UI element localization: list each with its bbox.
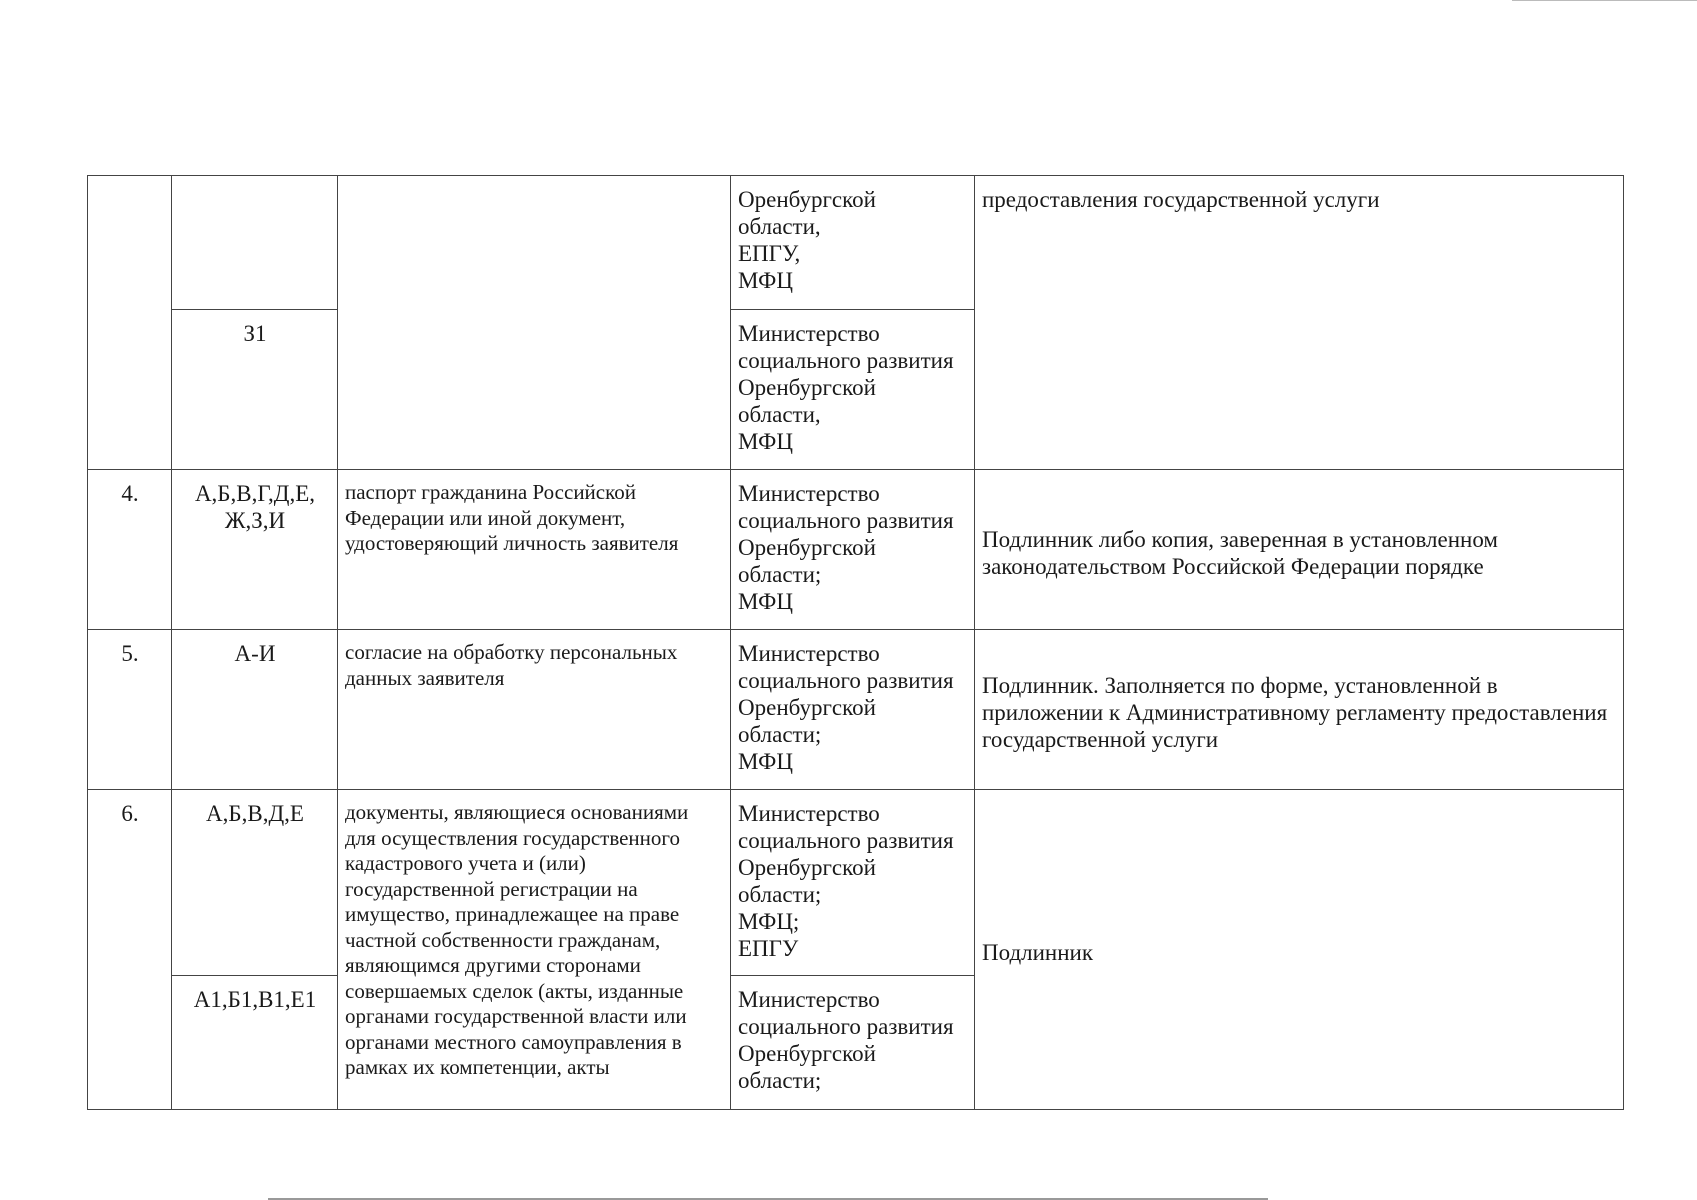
document-name-cell: паспорт гражданина Российской Федерации или иной документ, удостоверяющий личность заявителя — [338, 470, 731, 630]
submission-place-cell: Министерство социального развития Оренбургской области, МФЦ — [731, 310, 975, 470]
requirements-cell: предоставления государственной услуги — [975, 176, 1624, 470]
documents-table — [87, 175, 1624, 1110]
category-cell: А,Б,В,Г,Д,Е, Ж,З,И — [172, 470, 338, 630]
submission-place-cell: Министерство социального развития Оренбургской области; МФЦ; ЕПГУ — [731, 790, 975, 976]
submission-place-cell: Министерство социального развития Оренбургской области; МФЦ — [731, 470, 975, 630]
row-number-cell — [88, 176, 172, 470]
table-row — [88, 630, 1624, 790]
row-number-cell: 6. — [88, 790, 172, 1110]
requirements-cell: Подлинник либо копия, заверенная в установленном законодательством Российской Федерации порядке — [975, 470, 1624, 630]
requirements-cell: Подлинник — [975, 790, 1624, 1110]
document-name-cell: согласие на обработку персональных данных заявителя — [338, 630, 731, 790]
submission-place-cell: Оренбургской области, ЕПГУ, МФЦ — [731, 176, 975, 310]
document-name-cell — [338, 176, 731, 470]
category-cell: А,Б,В,Д,Е — [172, 790, 338, 976]
category-cell: А-И — [172, 630, 338, 790]
category-cell: А1,Б1,В1,Е1 — [172, 976, 338, 1110]
scan-artifact-top — [1512, 0, 1697, 1]
table-row — [88, 790, 1624, 976]
category-cell — [172, 176, 338, 310]
table-row — [88, 470, 1624, 630]
row-number-cell: 4. — [88, 470, 172, 630]
category-cell: З1 — [172, 310, 338, 470]
submission-place-cell: Министерство социального развития Оренбургской области; — [731, 976, 975, 1110]
table-row — [88, 176, 1624, 310]
requirements-cell: Подлинник. Заполняется по форме, установленной в приложении к Административному регламенту предоставления государственной услуги — [975, 630, 1624, 790]
row-number-cell: 5. — [88, 630, 172, 790]
submission-place-cell: Министерство социального развития Оренбургской области; МФЦ — [731, 630, 975, 790]
document-name-cell: документы, являющиеся основаниями для осуществления государственного кадастрового учета и (или) государственной регистрации на имущество, принадлежащее на праве частной собственности гражданам, являющимся другими сторонами совершаемых сделок (акты, изданные органами государственной власти или органами местного самоуправления в рамках их компетенции, акты — [338, 790, 731, 1110]
